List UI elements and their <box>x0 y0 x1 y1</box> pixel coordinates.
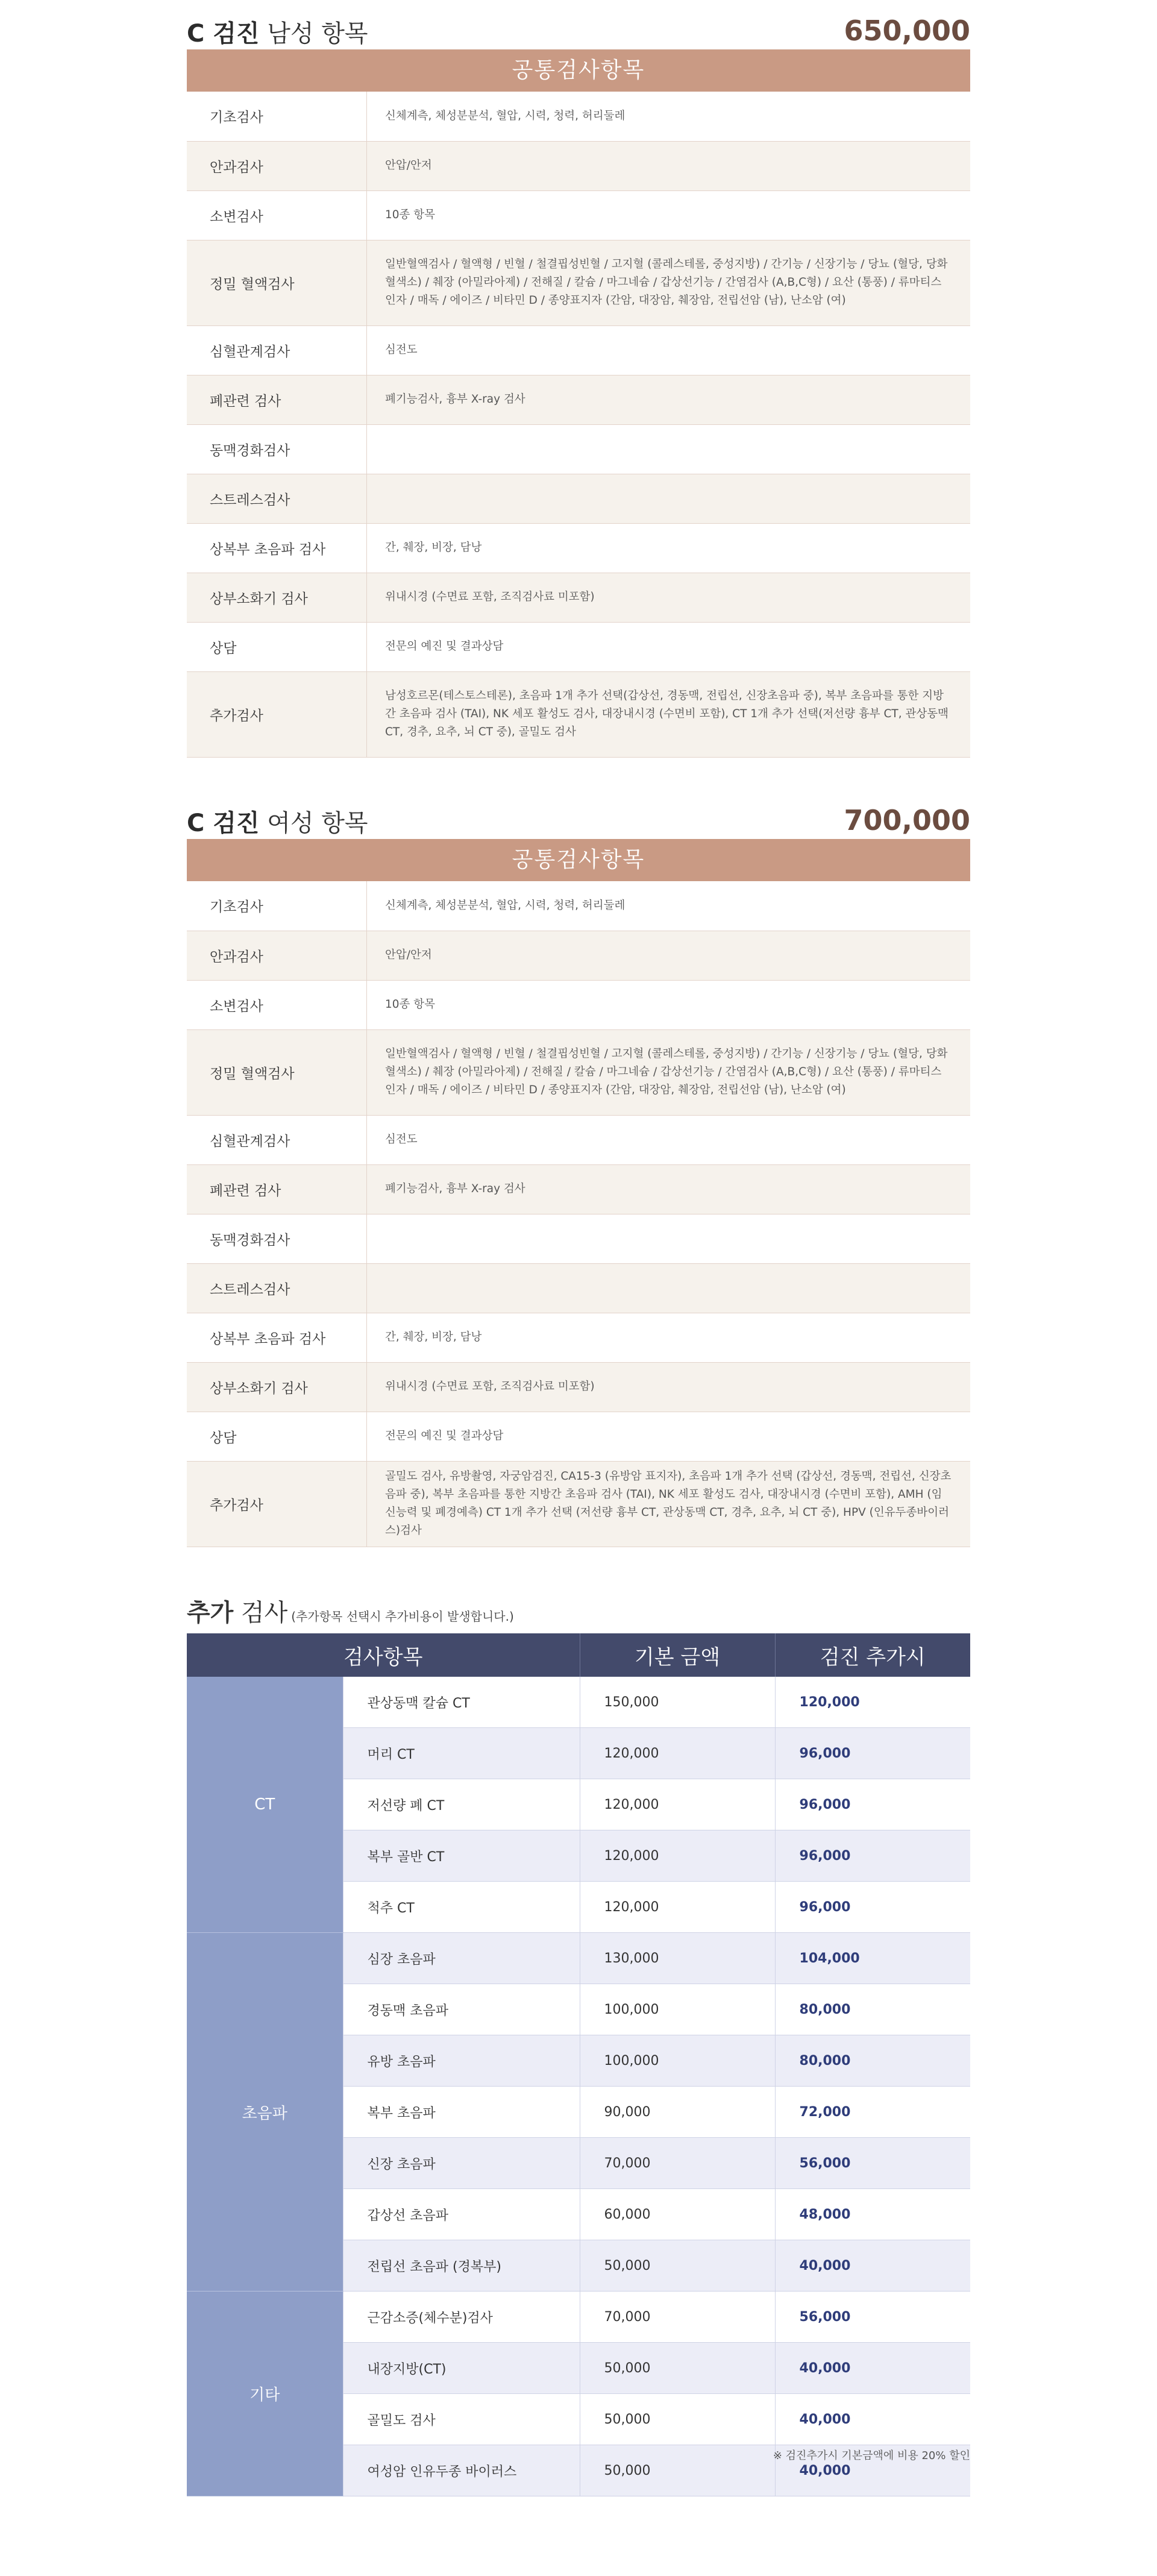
table-row <box>187 424 970 474</box>
table-row <box>187 1029 970 1115</box>
item-add-price: 96,000 <box>775 1882 970 1933</box>
male-title-bold: C 검진 <box>187 20 260 48</box>
table-row <box>187 980 970 1029</box>
table-row <box>187 1214 970 1263</box>
addon-title-rest: 검사 <box>233 1599 288 1627</box>
addon-header <box>187 1585 970 1633</box>
row-label: 심혈관계검사 <box>187 325 367 375</box>
row-value: 일반혈액검사 / 혈액형 / 빈혈 / 철결핍성빈혈 / 고지혈 (콜레스테롤, 중성지방) / 간기능 / 신장기능 / 당뇨 (혈당, 당화혈색소) / 췌장 (아밀라아제) / 전해질 / 칼슘 / 마그네슘 / 갑상선기능 / 간염검사 (A,B,C형) / 요산 (통풍) / 류마티스인자 / 매독 / 에이즈 / 비타민 D / 종양표지자 (간암, 대장암, 췌장암, 전립선암 (남), 난소암 (여) <box>367 1029 971 1115</box>
male-section-bar: 공통검사항목 <box>187 49 970 92</box>
table-row <box>187 474 970 523</box>
item-add-price: 72,000 <box>775 2087 970 2138</box>
table-row <box>187 375 970 424</box>
row-value: 남성호르몬(테스토스테론), 초음파 1개 추가 선택(갑상선, 경동맥, 전립선, 신장초음파 중), 복부 초음파를 통한 지방간 초음파 검사 (TAI), NK 세포 활성도 검사, 대장내시경 (수면비 포함), CT 1개 추가 선택(저선량 흉부 CT, 관상동맥 CT, 경추, 요추, 뇌 CT 중), 골밀도 검사 <box>367 671 971 757</box>
item-base-price: 90,000 <box>580 2087 775 2138</box>
table-row <box>187 1164 970 1214</box>
male-section <box>187 6 970 758</box>
addon-title-bold: 추가 <box>187 1599 234 1627</box>
row-value: 위내시경 (수면료 포함, 조직검사료 미포함) <box>367 573 971 622</box>
row-label: 동맥경화검사 <box>187 1214 367 1263</box>
row-value <box>367 474 971 523</box>
row-value: 골밀도 검사, 유방촬영, 자궁암검진, CA15-3 (유방암 표지자), 초음파 1개 추가 선택 (갑상선, 경동맥, 전립선, 신장초음파 중), 복부 초음파를 통한 지방간 초음파 검사 (TAI), NK 세포 활성도 검사, 대장내시경 (수면비 포함), AMH (임신능력 및 폐경예측) CT 1개 추가 선택 (저선량 흉부 CT, 관상동맥 CT, 경추, 요추, 뇌 CT 중), HPV (인유두종바이러스)검사 <box>367 1461 971 1547</box>
table-row <box>187 240 970 325</box>
table-row <box>187 931 970 980</box>
female-title <box>187 804 368 838</box>
row-label: 정밀 혈액검사 <box>187 1029 367 1115</box>
item-name: 신장 초음파 <box>343 2138 580 2189</box>
item-base-price: 120,000 <box>580 1728 775 1779</box>
table-row <box>187 2292 970 2343</box>
item-name: 경동맥 초음파 <box>343 1984 580 2035</box>
item-base-price: 120,000 <box>580 1882 775 1933</box>
row-value: 폐기능검사, 흉부 X-ray 검사 <box>367 375 971 424</box>
row-value: 전문의 예진 및 결과상담 <box>367 622 971 671</box>
row-label: 추가검사 <box>187 1461 367 1547</box>
addon-footnote: ※ 검진추가시 기본금액에 비용 20% 할인 <box>773 2449 970 2462</box>
item-base-price: 120,000 <box>580 1779 775 1830</box>
row-value <box>367 1214 971 1263</box>
item-name: 관상동맥 칼슘 CT <box>343 1677 580 1728</box>
group-label: CT <box>187 1677 343 1933</box>
row-label: 소변검사 <box>187 980 367 1029</box>
table-row <box>187 325 970 375</box>
item-add-price: 96,000 <box>775 1728 970 1779</box>
row-value: 10종 항목 <box>367 190 971 240</box>
item-name: 척추 CT <box>343 1882 580 1933</box>
row-label: 상복부 초음파 검사 <box>187 523 367 573</box>
table-row <box>187 92 970 141</box>
row-label: 폐관련 검사 <box>187 375 367 424</box>
group-label: 기타 <box>187 2292 343 2496</box>
female-header <box>187 796 970 839</box>
item-base-price: 70,000 <box>580 2292 775 2343</box>
row-label: 안과검사 <box>187 931 367 980</box>
addon-title <box>187 1594 514 1628</box>
row-label: 상부소화기 검사 <box>187 1362 367 1412</box>
table-row <box>187 141 970 190</box>
table-row <box>187 190 970 240</box>
row-label: 상부소화기 검사 <box>187 573 367 622</box>
item-base-price: 50,000 <box>580 2445 775 2496</box>
female-title-bold: C 검진 <box>187 809 260 837</box>
item-name: 근감소증(체수분)검사 <box>343 2292 580 2343</box>
row-value: 간, 췌장, 비장, 담낭 <box>367 523 971 573</box>
item-add-price: 40,000 <box>775 2240 970 2292</box>
row-value: 신체계측, 체성분분석, 혈압, 시력, 청력, 허리둘레 <box>367 92 971 141</box>
item-name: 머리 CT <box>343 1728 580 1779</box>
row-value: 안압/안저 <box>367 141 971 190</box>
female-section <box>187 796 970 1547</box>
row-label: 기초검사 <box>187 881 367 931</box>
item-name: 유방 초음파 <box>343 2035 580 2087</box>
table-row <box>187 1263 970 1313</box>
row-value <box>367 424 971 474</box>
item-base-price: 150,000 <box>580 1677 775 1728</box>
row-value: 간, 췌장, 비장, 담낭 <box>367 1313 971 1362</box>
table-row <box>187 881 970 931</box>
item-add-price: 80,000 <box>775 1984 970 2035</box>
female-title-rest: 여성 항목 <box>259 809 368 837</box>
table-row <box>187 1412 970 1461</box>
row-label: 스트레스검사 <box>187 474 367 523</box>
item-add-price: 48,000 <box>775 2189 970 2240</box>
row-value: 심전도 <box>367 325 971 375</box>
item-add-price: 104,000 <box>775 1933 970 1984</box>
table-row <box>187 573 970 622</box>
male-price: 650,000 <box>844 14 970 47</box>
item-base-price: 50,000 <box>580 2240 775 2292</box>
row-value: 전문의 예진 및 결과상담 <box>367 1412 971 1461</box>
row-label: 안과검사 <box>187 141 367 190</box>
col-header-item: 검사항목 <box>187 1633 580 1677</box>
female-price: 700,000 <box>844 804 970 837</box>
item-name: 전립선 초음파 (경복부) <box>343 2240 580 2292</box>
item-add-price: 80,000 <box>775 2035 970 2087</box>
item-add-price: 96,000 <box>775 1830 970 1882</box>
item-base-price: 50,000 <box>580 2343 775 2394</box>
row-label: 동맥경화검사 <box>187 424 367 474</box>
item-add-price: 56,000 <box>775 2292 970 2343</box>
table-row <box>187 523 970 573</box>
table-row <box>187 1677 970 1728</box>
table-row <box>187 1933 970 1984</box>
item-base-price: 100,000 <box>580 1984 775 2035</box>
female-section-bar: 공통검사항목 <box>187 839 970 881</box>
row-value: 일반혈액검사 / 혈액형 / 빈혈 / 철결핍성빈혈 / 고지혈 (콜레스테롤, 중성지방) / 간기능 / 신장기능 / 당뇨 (혈당, 당화혈색소) / 췌장 (아밀라아제) / 전해질 / 칼슘 / 마그네슘 / 갑상선기능 / 간염검사 (A,B,C형) / 요산 (통풍) / 류마티스인자 / 매독 / 에이즈 / 비타민 D / 종양표지자 (간암, 대장암, 췌장암, 전립선암 (남), 난소암 (여) <box>367 240 971 325</box>
item-base-price: 130,000 <box>580 1933 775 1984</box>
row-value: 위내시경 (수면료 포함, 조직검사료 미포함) <box>367 1362 971 1412</box>
item-add-price: 56,000 <box>775 2138 970 2189</box>
item-base-price: 100,000 <box>580 2035 775 2087</box>
row-value: 심전도 <box>367 1115 971 1164</box>
row-label: 기초검사 <box>187 92 367 141</box>
table-row <box>187 1115 970 1164</box>
row-label: 상복부 초음파 검사 <box>187 1313 367 1362</box>
item-name: 갑상선 초음파 <box>343 2189 580 2240</box>
row-value: 신체계측, 체성분분석, 혈압, 시력, 청력, 허리둘레 <box>367 881 971 931</box>
table-row <box>187 671 970 757</box>
group-label: 초음파 <box>187 1933 343 2292</box>
row-label: 심혈관계검사 <box>187 1115 367 1164</box>
item-name: 여성암 인유두종 바이러스 <box>343 2445 580 2496</box>
row-label: 소변검사 <box>187 190 367 240</box>
row-label: 추가검사 <box>187 671 367 757</box>
item-name: 내장지방(CT) <box>343 2343 580 2394</box>
table-row <box>187 1461 970 1547</box>
addon-section <box>187 1585 970 2496</box>
col-header-base: 기본 금액 <box>580 1633 775 1677</box>
item-name: 골밀도 검사 <box>343 2394 580 2445</box>
table-row <box>187 1313 970 1362</box>
item-name: 복부 골반 CT <box>343 1830 580 1882</box>
row-label: 정밀 혈액검사 <box>187 240 367 325</box>
item-name: 심장 초음파 <box>343 1933 580 1984</box>
item-base-price: 70,000 <box>580 2138 775 2189</box>
item-base-price: 60,000 <box>580 2189 775 2240</box>
item-add-price: 120,000 <box>775 1677 970 1728</box>
row-label: 상담 <box>187 1412 367 1461</box>
row-label: 상담 <box>187 622 367 671</box>
addon-note: (추가항목 선택시 추가비용이 발생합니다.) <box>291 1609 514 1624</box>
item-base-price: 120,000 <box>580 1830 775 1882</box>
item-add-price: 96,000 <box>775 1779 970 1830</box>
table-row <box>187 1362 970 1412</box>
row-label: 스트레스검사 <box>187 1263 367 1313</box>
male-title-rest: 남성 항목 <box>259 20 368 48</box>
item-add-price: 40,000 <box>775 2445 970 2496</box>
row-label: 폐관련 검사 <box>187 1164 367 1214</box>
row-value: 10종 항목 <box>367 980 971 1029</box>
addon-table <box>187 1633 970 2496</box>
male-table <box>187 92 970 758</box>
item-base-price: 50,000 <box>580 2394 775 2445</box>
male-title <box>187 14 368 49</box>
male-header <box>187 6 970 49</box>
female-table <box>187 881 970 1547</box>
item-name: 저선량 폐 CT <box>343 1779 580 1830</box>
item-add-price: 40,000 <box>775 2394 970 2445</box>
item-name: 복부 초음파 <box>343 2087 580 2138</box>
col-header-add: 검진 추가시 <box>775 1633 970 1677</box>
row-value: 안압/안저 <box>367 931 971 980</box>
table-row <box>187 622 970 671</box>
row-value <box>367 1263 971 1313</box>
addon-table-header <box>187 1633 970 1677</box>
item-add-price: 40,000 <box>775 2343 970 2394</box>
row-value: 폐기능검사, 흉부 X-ray 검사 <box>367 1164 971 1214</box>
